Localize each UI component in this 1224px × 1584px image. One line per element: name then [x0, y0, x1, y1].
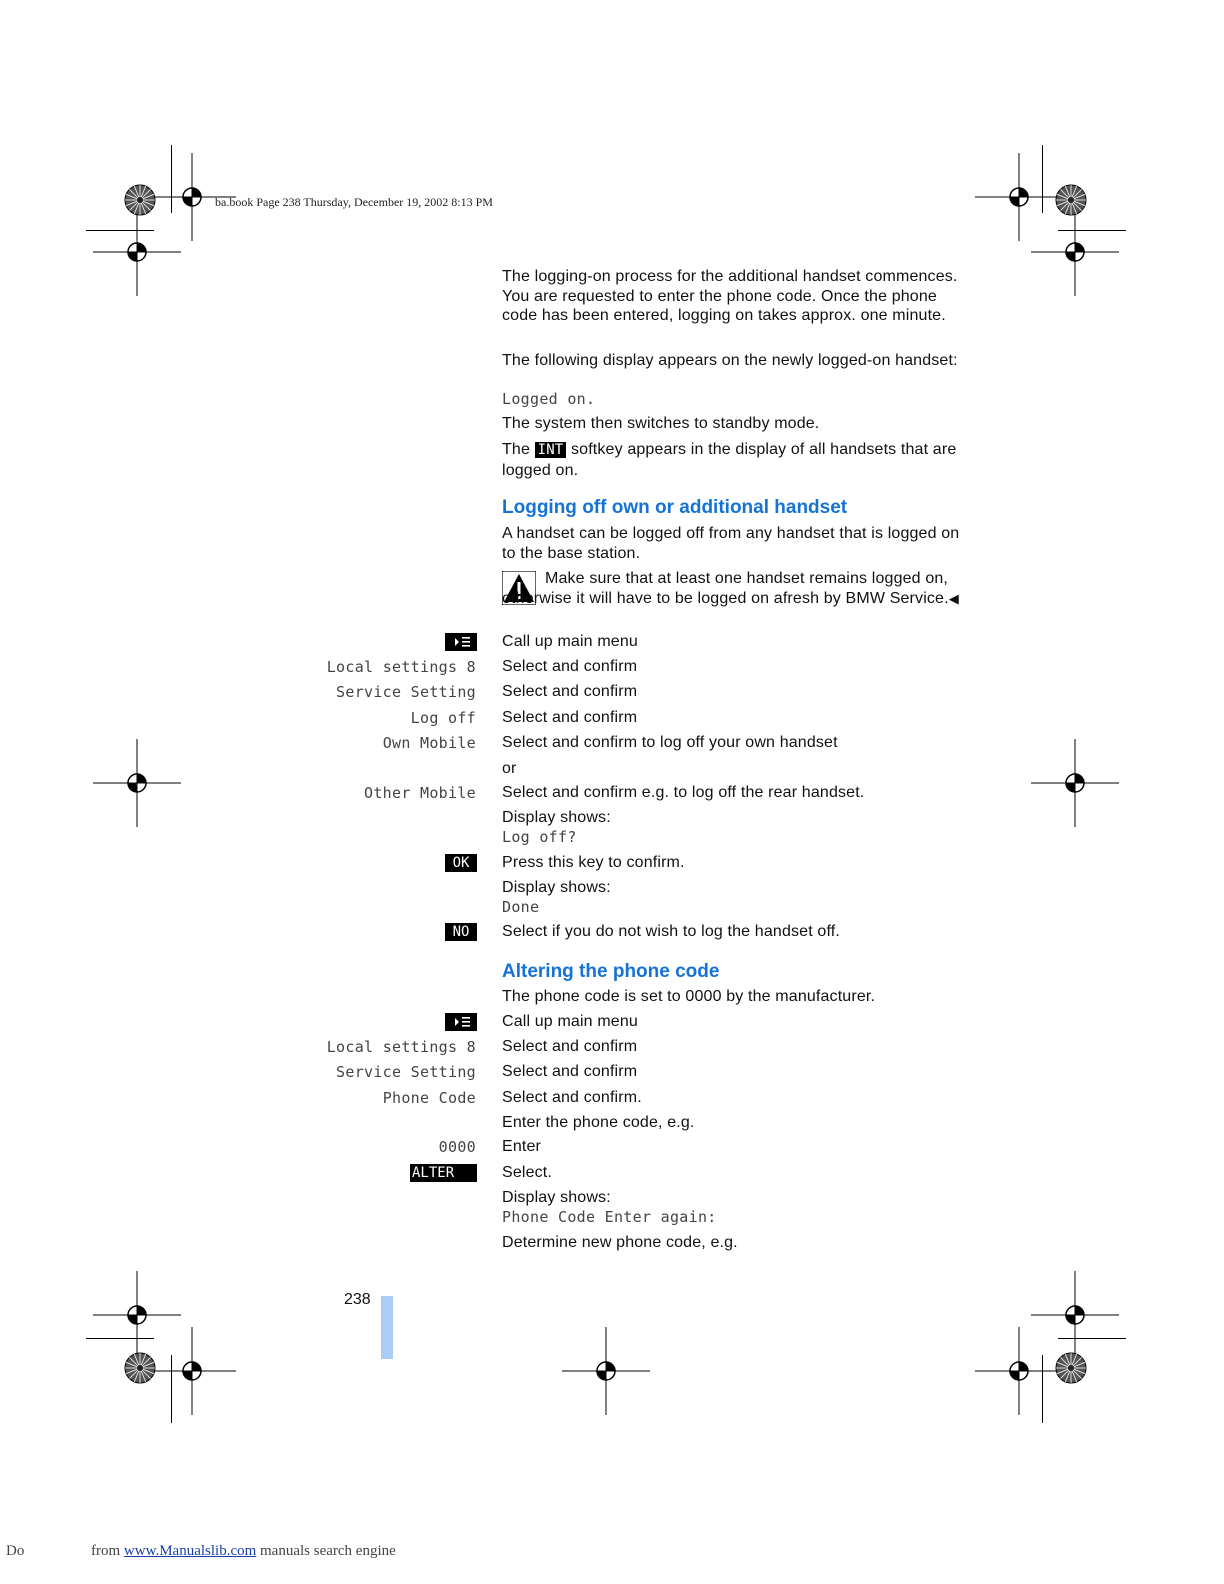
step-text: Call up main menu	[502, 633, 638, 650]
display-shows-label: Display shows:	[502, 879, 611, 896]
step-text: Select and confirm	[502, 658, 638, 675]
step-text: Select and confirm	[502, 1038, 638, 1055]
menu-key-icon	[445, 633, 477, 651]
last-step-text: Determine new phone code, e.g.	[502, 1234, 738, 1251]
menu-label-log-off: Log off	[410, 709, 476, 727]
intro-paragraph-1: The logging-on process for the additional handset commences. You are requested to enter the phone code. Once the phone code has been entered, logging on takes approx. one minute.	[502, 268, 958, 324]
footer-suffix: manuals search engine	[260, 1543, 396, 1559]
step-text: Select and confirm	[502, 1063, 638, 1080]
footer	[91, 1543, 396, 1560]
menu-glyph-icon	[445, 633, 477, 651]
menu-label-own-mobile: Own Mobile	[382, 734, 476, 752]
no-key	[445, 923, 477, 941]
intro-paragraph-3: The system then switches to standby mode.	[502, 415, 820, 432]
display-text-phone-code-enter-again: Phone Code Enter again:	[502, 1208, 717, 1226]
code-example-0000: 0000	[438, 1138, 476, 1156]
display-text-log-off: Log off?	[502, 828, 577, 846]
menu-key-icon	[445, 1013, 477, 1031]
step-text: Enter	[502, 1138, 541, 1155]
end-mark-icon: ◀	[948, 590, 959, 606]
step-text: Select and confirm	[502, 709, 638, 726]
print-header: ba.book Page 238 Thursday, December 19, 2002 8:13 PM	[215, 195, 493, 209]
display-shows-label: Display shows:	[502, 1189, 611, 1206]
no-key-label: NO	[452, 924, 470, 940]
step-text: Enter the phone code, e.g.	[502, 1114, 695, 1131]
menu-glyph-icon	[445, 1013, 477, 1031]
alter-key	[410, 1164, 477, 1182]
menu-label-other-mobile: Other Mobile	[364, 784, 476, 802]
manualslib-link[interactable]: www.Manualslib.com	[123, 1543, 257, 1559]
page-tab	[381, 1296, 393, 1359]
ok-key	[445, 854, 477, 872]
section1-paragraph: A handset can be logged off from any handset that is logged on to the base station.	[502, 525, 960, 562]
footer-from: from	[91, 1543, 121, 1559]
intro-p4-after: softkey appears in the display of all handsets that are logged on.	[502, 441, 957, 479]
warning-text	[502, 569, 972, 608]
step-text: Select and confirm to log off your own handset	[502, 734, 838, 751]
warning-body: Make sure that at least one handset remains logged on, otherwise it will have to be logged on afresh by BMW Service.	[502, 570, 949, 607]
menu-label-service-setting: Service Setting	[336, 683, 476, 701]
step-text: Select and confirm	[502, 683, 638, 700]
alter-step-text: Select.	[502, 1164, 552, 1181]
alter-key-label: ALTER	[412, 1165, 455, 1181]
page-number: 238	[344, 1291, 371, 1308]
ok-key-label: OK	[452, 855, 470, 871]
display-text-logged-on: Logged on.	[502, 390, 596, 408]
step-text: Select and confirm e.g. to log off the rear handset.	[502, 784, 865, 801]
menu-label-service-setting: Service Setting	[336, 1063, 476, 1081]
no-step-text: Select if you do not wish to log the handset off.	[502, 923, 840, 940]
section-heading-logging-off: Logging off own or additional handset	[502, 497, 848, 518]
intro-paragraph-2: The following display appears on the newly logged-on handset:	[502, 352, 958, 369]
intro-paragraph-4	[502, 440, 972, 480]
step-text: Select and confirm.	[502, 1089, 642, 1106]
ok-step-text: Press this key to confirm.	[502, 854, 685, 871]
step-text: Call up main menu	[502, 1013, 638, 1030]
menu-label-local-settings: Local settings 8	[326, 1038, 476, 1056]
footer-prefix: Do	[6, 1543, 25, 1559]
menu-label-phone-code: Phone Code	[382, 1089, 476, 1107]
step-text-or: or	[502, 760, 517, 777]
section2-paragraph: The phone code is set to 0000 by the manufacturer.	[502, 988, 876, 1005]
section-heading-altering-phone-code: Altering the phone code	[502, 961, 720, 982]
int-softkey: INT	[535, 442, 567, 458]
intro-p4-before: The	[502, 441, 531, 458]
display-shows-label: Display shows:	[502, 809, 611, 826]
display-text-done: Done	[502, 898, 540, 916]
menu-label-local-settings: Local settings 8	[326, 658, 476, 676]
